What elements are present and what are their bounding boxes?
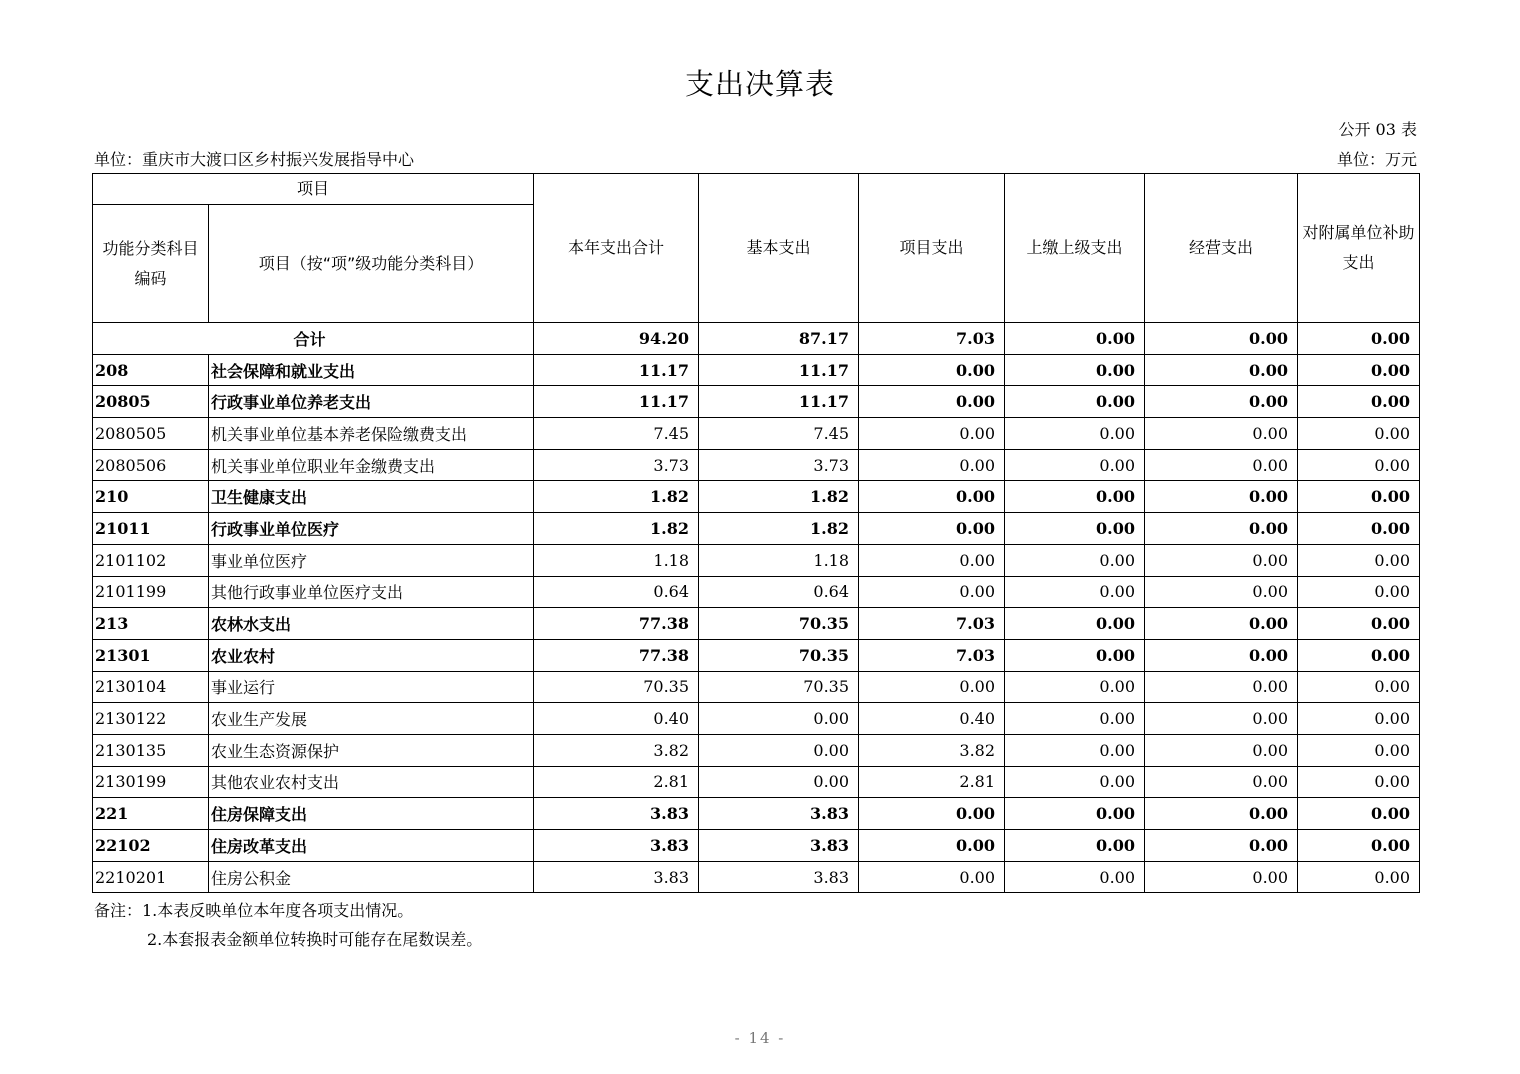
row-value: 3.83 xyxy=(534,798,699,830)
note-1: 备注：1.本表反映单位本年度各项支出情况。 xyxy=(94,901,414,920)
row-code: 2080506 xyxy=(93,449,209,481)
row-name: 事业运行 xyxy=(209,671,534,703)
row-value: 0.00 xyxy=(1145,576,1298,608)
row-code: 2080505 xyxy=(93,418,209,450)
row-value: 0.00 xyxy=(1145,766,1298,798)
row-value: 3.82 xyxy=(534,734,699,766)
row-code: 210 xyxy=(93,481,209,513)
header-subsidy: 对附属单位补助支出 xyxy=(1298,174,1420,323)
row-value: 0.00 xyxy=(1005,544,1145,576)
row-value: 0.00 xyxy=(699,766,859,798)
row-value: 0.00 xyxy=(1298,734,1420,766)
total-cell: 0.00 xyxy=(1005,323,1145,355)
row-value: 7.03 xyxy=(859,639,1005,671)
row-value: 11.17 xyxy=(534,386,699,418)
table-row xyxy=(93,449,1420,481)
row-value: 0.00 xyxy=(859,386,1005,418)
row-value: 0.00 xyxy=(859,576,1005,608)
header-basic: 基本支出 xyxy=(699,174,859,323)
row-code: 2130122 xyxy=(93,703,209,735)
row-value: 3.82 xyxy=(859,734,1005,766)
row-value: 0.00 xyxy=(859,449,1005,481)
row-code: 2101199 xyxy=(93,576,209,608)
table-row xyxy=(93,861,1420,893)
table-row xyxy=(93,513,1420,545)
table-row xyxy=(93,576,1420,608)
row-value: 0.40 xyxy=(534,703,699,735)
row-name: 农林水支出 xyxy=(209,608,534,640)
row-value: 1.82 xyxy=(699,481,859,513)
row-name: 农业生态资源保护 xyxy=(209,734,534,766)
row-value: 0.00 xyxy=(1005,861,1145,893)
row-code: 21011 xyxy=(93,513,209,545)
header-upper: 上缴上级支出 xyxy=(1005,174,1145,323)
row-name: 其他农业农村支出 xyxy=(209,766,534,798)
table-row xyxy=(93,386,1420,418)
row-name: 社会保障和就业支出 xyxy=(209,354,534,386)
row-value: 7.45 xyxy=(699,418,859,450)
table-row xyxy=(93,830,1420,862)
row-name: 住房保障支出 xyxy=(209,798,534,830)
total-cell: 0.00 xyxy=(1145,323,1298,355)
row-value: 0.00 xyxy=(1298,386,1420,418)
table-row xyxy=(93,418,1420,450)
row-value: 70.35 xyxy=(699,671,859,703)
row-value: 0.00 xyxy=(1005,830,1145,862)
row-value: 0.00 xyxy=(859,418,1005,450)
row-value: 0.00 xyxy=(1005,481,1145,513)
header-business: 经营支出 xyxy=(1145,174,1298,323)
row-value: 0.00 xyxy=(1145,830,1298,862)
total-cell: 7.03 xyxy=(859,323,1005,355)
row-code: 2130104 xyxy=(93,671,209,703)
row-value: 0.64 xyxy=(534,576,699,608)
row-value: 1.82 xyxy=(699,513,859,545)
row-value: 1.82 xyxy=(534,513,699,545)
row-code: 213 xyxy=(93,608,209,640)
note-2: 2.本套报表金额单位转换时可能存在尾数误差。 xyxy=(147,930,483,949)
row-code: 2130135 xyxy=(93,734,209,766)
header-total: 本年支出合计 xyxy=(534,174,699,323)
row-value: 0.00 xyxy=(1298,830,1420,862)
row-value: 0.00 xyxy=(1298,608,1420,640)
row-value: 0.00 xyxy=(1145,798,1298,830)
row-value: 0.00 xyxy=(1298,418,1420,450)
row-value: 0.00 xyxy=(1298,354,1420,386)
table-row xyxy=(93,608,1420,640)
row-value: 0.00 xyxy=(1005,513,1145,545)
row-value: 0.00 xyxy=(1298,544,1420,576)
row-value: 0.00 xyxy=(859,830,1005,862)
row-value: 0.00 xyxy=(1145,734,1298,766)
row-value: 70.35 xyxy=(699,639,859,671)
row-value: 0.00 xyxy=(859,861,1005,893)
total-cell: 87.17 xyxy=(699,323,859,355)
row-value: 1.18 xyxy=(534,544,699,576)
row-name: 机关事业单位基本养老保险缴费支出 xyxy=(209,418,534,450)
row-value: 0.00 xyxy=(1298,481,1420,513)
row-value: 11.17 xyxy=(699,354,859,386)
row-name: 农业农村 xyxy=(209,639,534,671)
row-value: 0.00 xyxy=(1145,639,1298,671)
row-value: 70.35 xyxy=(534,671,699,703)
table-row xyxy=(93,703,1420,735)
row-code: 20805 xyxy=(93,386,209,418)
row-value: 3.83 xyxy=(699,830,859,862)
row-value: 0.64 xyxy=(699,576,859,608)
row-value: 0.00 xyxy=(1298,639,1420,671)
row-value: 0.00 xyxy=(1298,798,1420,830)
row-value: 0.00 xyxy=(1145,544,1298,576)
row-value: 3.83 xyxy=(699,861,859,893)
row-name: 机关事业单位职业年金缴费支出 xyxy=(209,449,534,481)
row-code: 2130199 xyxy=(93,766,209,798)
row-value: 77.38 xyxy=(534,608,699,640)
header-project: 项目支出 xyxy=(859,174,1005,323)
row-code: 208 xyxy=(93,354,209,386)
row-value: 0.00 xyxy=(859,671,1005,703)
row-code: 2210201 xyxy=(93,861,209,893)
row-value: 0.00 xyxy=(1005,576,1145,608)
table-row xyxy=(93,766,1420,798)
row-value: 0.00 xyxy=(859,544,1005,576)
row-value: 0.00 xyxy=(1145,513,1298,545)
row-code: 21301 xyxy=(93,639,209,671)
row-value: 0.00 xyxy=(1298,671,1420,703)
total-cell: 94.20 xyxy=(534,323,699,355)
row-value: 0.00 xyxy=(699,703,859,735)
total-row xyxy=(93,323,1420,355)
row-value: 0.00 xyxy=(1298,703,1420,735)
row-value: 3.83 xyxy=(699,798,859,830)
page-number: - 14 - xyxy=(734,1029,786,1047)
row-value: 0.00 xyxy=(1005,798,1145,830)
row-name: 卫生健康支出 xyxy=(209,481,534,513)
row-value: 0.00 xyxy=(699,734,859,766)
row-name: 住房公积金 xyxy=(209,861,534,893)
row-value: 0.00 xyxy=(1005,766,1145,798)
row-value: 0.00 xyxy=(1005,354,1145,386)
row-value: 0.00 xyxy=(1145,386,1298,418)
row-value: 0.00 xyxy=(1005,449,1145,481)
row-value: 0.00 xyxy=(1005,703,1145,735)
total-cell: 0.00 xyxy=(1298,323,1420,355)
row-value: 0.00 xyxy=(1145,608,1298,640)
row-name: 农业生产发展 xyxy=(209,703,534,735)
row-value: 11.17 xyxy=(534,354,699,386)
row-value: 7.03 xyxy=(859,608,1005,640)
row-value: 0.00 xyxy=(1145,418,1298,450)
row-value: 3.83 xyxy=(534,861,699,893)
total-label: 合计 xyxy=(93,323,534,355)
row-value: 0.00 xyxy=(1145,861,1298,893)
row-value: 0.00 xyxy=(859,513,1005,545)
row-value: 3.73 xyxy=(699,449,859,481)
table-row xyxy=(93,481,1420,513)
row-value: 0.00 xyxy=(1005,386,1145,418)
table-row xyxy=(93,639,1420,671)
row-name: 行政事业单位养老支出 xyxy=(209,386,534,418)
row-code: 22102 xyxy=(93,830,209,862)
row-value: 0.00 xyxy=(1005,608,1145,640)
row-value: 0.00 xyxy=(1298,513,1420,545)
table-row xyxy=(93,798,1420,830)
row-value: 0.00 xyxy=(1145,703,1298,735)
table-row xyxy=(93,734,1420,766)
row-name: 住房改革支出 xyxy=(209,830,534,862)
row-value: 0.00 xyxy=(1005,418,1145,450)
row-value: 0.00 xyxy=(1005,734,1145,766)
row-name: 事业单位医疗 xyxy=(209,544,534,576)
row-value: 1.82 xyxy=(534,481,699,513)
header-name: 项目（按“项”级功能分类科目） xyxy=(209,205,534,323)
row-value: 0.40 xyxy=(859,703,1005,735)
reporting-unit: 单位：重庆市大渡口区乡村振兴发展指导中心 xyxy=(94,150,415,169)
row-value: 0.00 xyxy=(1298,449,1420,481)
row-value: 0.00 xyxy=(1298,861,1420,893)
row-value: 1.18 xyxy=(699,544,859,576)
row-code: 221 xyxy=(93,798,209,830)
page-title: 支出决算表 xyxy=(684,67,835,101)
row-value: 0.00 xyxy=(1145,481,1298,513)
row-value: 11.17 xyxy=(699,386,859,418)
row-value: 3.83 xyxy=(534,830,699,862)
currency-unit: 单位：万元 xyxy=(1336,150,1417,169)
row-value: 7.45 xyxy=(534,418,699,450)
table-row xyxy=(93,544,1420,576)
form-number: 公开 03 表 xyxy=(1338,120,1417,139)
row-value: 0.00 xyxy=(1145,671,1298,703)
table-row xyxy=(93,671,1420,703)
expenditure-table xyxy=(92,173,1420,893)
row-value: 70.35 xyxy=(699,608,859,640)
row-value: 0.00 xyxy=(859,481,1005,513)
row-name: 其他行政事业单位医疗支出 xyxy=(209,576,534,608)
header-code: 功能分类科目编码 xyxy=(93,205,209,323)
table-row xyxy=(93,354,1420,386)
row-value: 77.38 xyxy=(534,639,699,671)
row-value: 0.00 xyxy=(1298,576,1420,608)
row-value: 0.00 xyxy=(859,798,1005,830)
row-value: 0.00 xyxy=(1298,766,1420,798)
row-name: 行政事业单位医疗 xyxy=(209,513,534,545)
row-value: 0.00 xyxy=(859,354,1005,386)
row-value: 0.00 xyxy=(1145,449,1298,481)
row-value: 0.00 xyxy=(1005,639,1145,671)
row-value: 2.81 xyxy=(534,766,699,798)
row-value: 2.81 xyxy=(859,766,1005,798)
header-item: 项目 xyxy=(93,174,534,205)
row-code: 2101102 xyxy=(93,544,209,576)
row-value: 0.00 xyxy=(1145,354,1298,386)
row-value: 3.73 xyxy=(534,449,699,481)
row-value: 0.00 xyxy=(1005,671,1145,703)
